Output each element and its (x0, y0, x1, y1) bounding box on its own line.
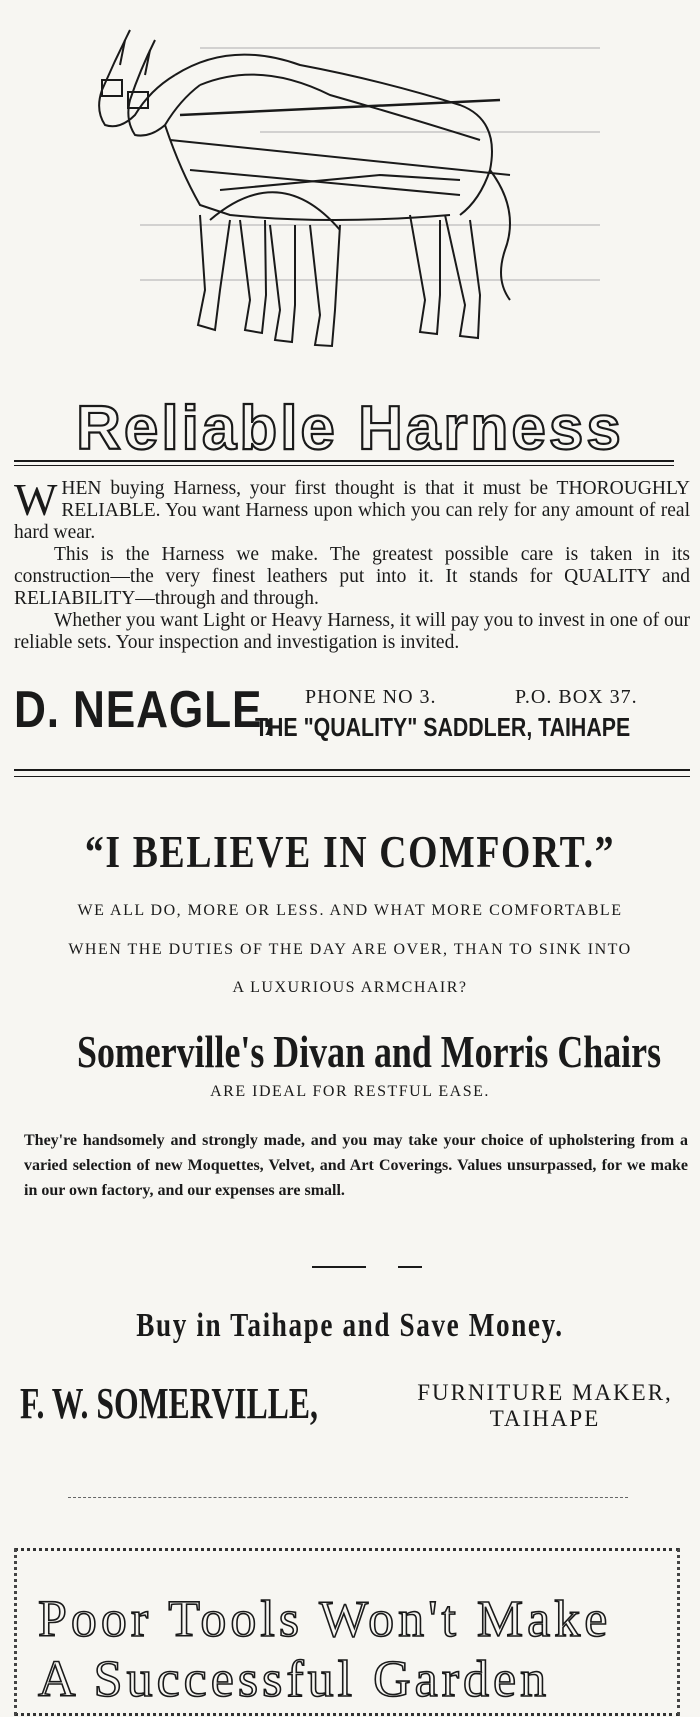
merchant-phone: PHONE NO 3. (305, 686, 437, 708)
faint-divider (68, 1497, 628, 1498)
slogan: Buy in Taihape and Save Money. (136, 1307, 564, 1344)
harness-paragraph-1: WHEN buying Harness, your first thought is that it must be THOROUGHLY RELIABLE. You want Harness upon which you can rely for any amount of real hard wear. (14, 474, 690, 543)
merchant-title: THE "QUALITY" SADDLER, TAIHAPE (255, 712, 631, 742)
harness-body (14, 474, 690, 654)
garden-line-2: A Successful Garden (38, 1651, 551, 1708)
drop-cap: W (14, 474, 58, 525)
short-divider-right (398, 1266, 422, 1268)
harness-paragraph-3: Whether you want Light or Heavy Harness, it will pay you to invest in one of our reliable sets. Your inspection and investigation is invited. (14, 610, 690, 653)
trade-line-1: FURNITURE MAKER, (417, 1380, 673, 1405)
product-subheading: ARE IDEAL FOR RESTFUL EASE. (210, 1083, 490, 1100)
furniture-merchant-trade (400, 1380, 690, 1432)
product-body: They're handsomely and strongly made, and you may take your choice of upholstering from a varied selection of new Moquettes, Velvet, and Art Coverings. Values unsurpassed, for we make in our own factory, and our expenses are small. (24, 1132, 688, 1199)
horse-illustration (80, 20, 600, 365)
product-heading: Somerville's Divan and Morris Chairs (77, 1026, 662, 1077)
merchant-name: D. NEAGLE, (14, 681, 276, 739)
ad-divider (14, 769, 690, 771)
ad-divider-thin (14, 776, 690, 777)
comfort-line-2: WHEN THE DUTIES OF THE DAY ARE OVER, THAN TO SINK INTO (68, 941, 632, 958)
heading-underline (14, 460, 674, 462)
heading-underline-thin (14, 465, 674, 466)
comfort-line-3: A LUXURIOUS ARMCHAIR? (232, 979, 468, 996)
harness-paragraph-2: This is the Harness we make. The greatest possible care is taken in its construction—the very finest leathers put into it. It stands for QUALITY and RELIABILITY—through and through. (14, 544, 690, 609)
harness-heading: Reliable Harness (76, 394, 624, 463)
garden-line-1: Poor Tools Won't Make (38, 1591, 612, 1648)
merchant-po-box: P.O. BOX 37. (515, 686, 638, 708)
trade-line-2: TAIHAPE (489, 1406, 601, 1431)
comfort-line-1: WE ALL DO, MORE OR LESS. AND WHAT MORE COMFORTABLE (77, 902, 623, 919)
furniture-merchant-name: F. W. SOMERVILLE, (20, 1379, 318, 1428)
short-divider-left (312, 1266, 366, 1268)
comfort-heading: “I BELIEVE IN COMFORT.” (84, 826, 616, 877)
